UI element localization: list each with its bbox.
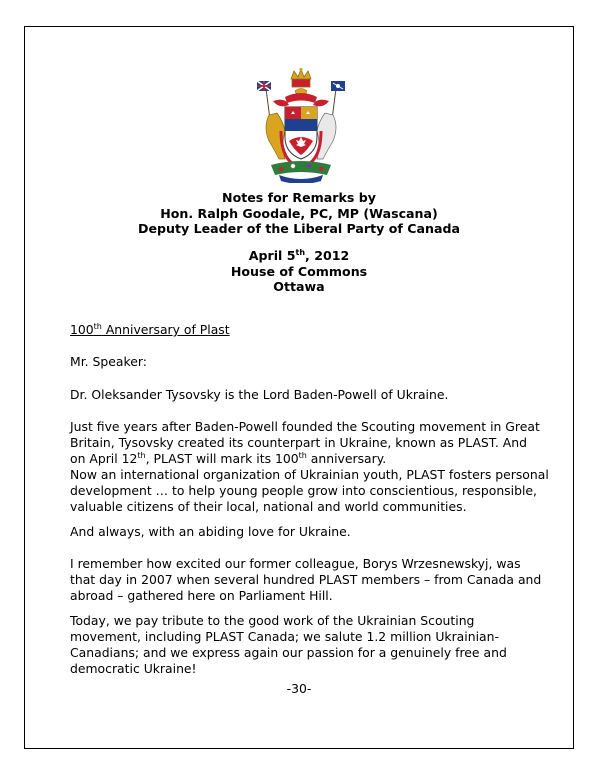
paragraph-6-line-2: movement, including PLAST Canada; we salute 1.2 million Ukrainian- [70, 629, 499, 644]
paragraph-3 [70, 467, 560, 515]
paragraph-2 [70, 419, 560, 467]
p2-l3-part-a: on April 12 [70, 451, 138, 466]
shield-icon [285, 107, 317, 159]
date-suffix: , 2012 [305, 248, 350, 263]
dateline-date [24, 248, 574, 264]
p2-l3-part-c: anniversary. [306, 451, 387, 466]
p2-l3-sup-1: th [137, 451, 146, 460]
dateline-city: Ottawa [273, 279, 325, 295]
coat-of-arms-of-canada-icon [255, 67, 347, 183]
paragraph-6 [70, 613, 560, 677]
paragraph-6-line-3: Canadians; and we express again our passion for a genuinely free and [70, 645, 507, 660]
paragraph-3-line-3: valuable citizens of their local, national and world communities. [70, 499, 467, 514]
salutation [70, 354, 560, 370]
paragraph-2-line-3 [70, 451, 560, 467]
speech-header [24, 190, 574, 237]
paragraph-4-line-1: And always, with an abiding love for Ukraine. [70, 524, 351, 539]
paragraph-5 [70, 556, 560, 604]
paragraph-1 [70, 387, 560, 403]
paragraph-3-line-2: development … to help young people grow into conscientious, responsible, [70, 483, 537, 498]
paragraph-5-line-3: abroad – gathered here on Parliament Hill. [70, 588, 333, 603]
paragraph-3-line-1: Now an international organization of Ukrainian youth, PLAST fosters personal [70, 467, 549, 482]
p2-l3-sup-2: th [298, 451, 307, 460]
paragraph-5-line-2: that day in 2007 when several hundred PLAST members – from Canada and [70, 572, 542, 587]
paragraph-2-line-1: Just five years after Baden-Powell founded the Scouting movement in Great [70, 419, 540, 434]
dateline [24, 248, 574, 295]
p2-l3-part-b: , PLAST will mark its 100 [145, 451, 299, 466]
paragraph-6-line-1: Today, we pay tribute to the good work of the Ukrainian Scouting [70, 613, 475, 628]
paragraph-2-line-2: Britain, Tysovsky created its counterpart in Ukraine, known as PLAST. And [70, 435, 527, 450]
paragraph-4 [70, 524, 560, 540]
title-suffix: Anniversary of Plast [101, 322, 230, 337]
paragraph-1-line-1: Dr. Oleksander Tysovsky is the Lord Baden-Powell of Ukraine. [70, 387, 449, 402]
title-prefix: 100 [70, 322, 94, 337]
speech-title [70, 322, 560, 338]
salutation-text: Mr. Speaker: [70, 354, 147, 369]
paragraph-5-line-1: I remember how excited our former colleague, Borys Wrzesnewskyj, was [70, 556, 521, 571]
dateline-venue: House of Commons [230, 263, 368, 279]
header-line-notes: Notes for Remarks by [222, 190, 376, 205]
page-number: -30- [286, 681, 312, 696]
paragraph-6-line-4: democratic Ukraine! [70, 661, 197, 676]
header-line-speaker: Hon. Ralph Goodale, PC, MP (Wascana) [160, 205, 438, 221]
crown-icon [291, 68, 311, 87]
header-line-role: Deputy Leader of the Liberal Party of Canada [138, 221, 460, 237]
date-superscript: th [295, 248, 306, 257]
date-prefix: April 5 [248, 248, 296, 263]
title-superscript: th [93, 322, 102, 331]
